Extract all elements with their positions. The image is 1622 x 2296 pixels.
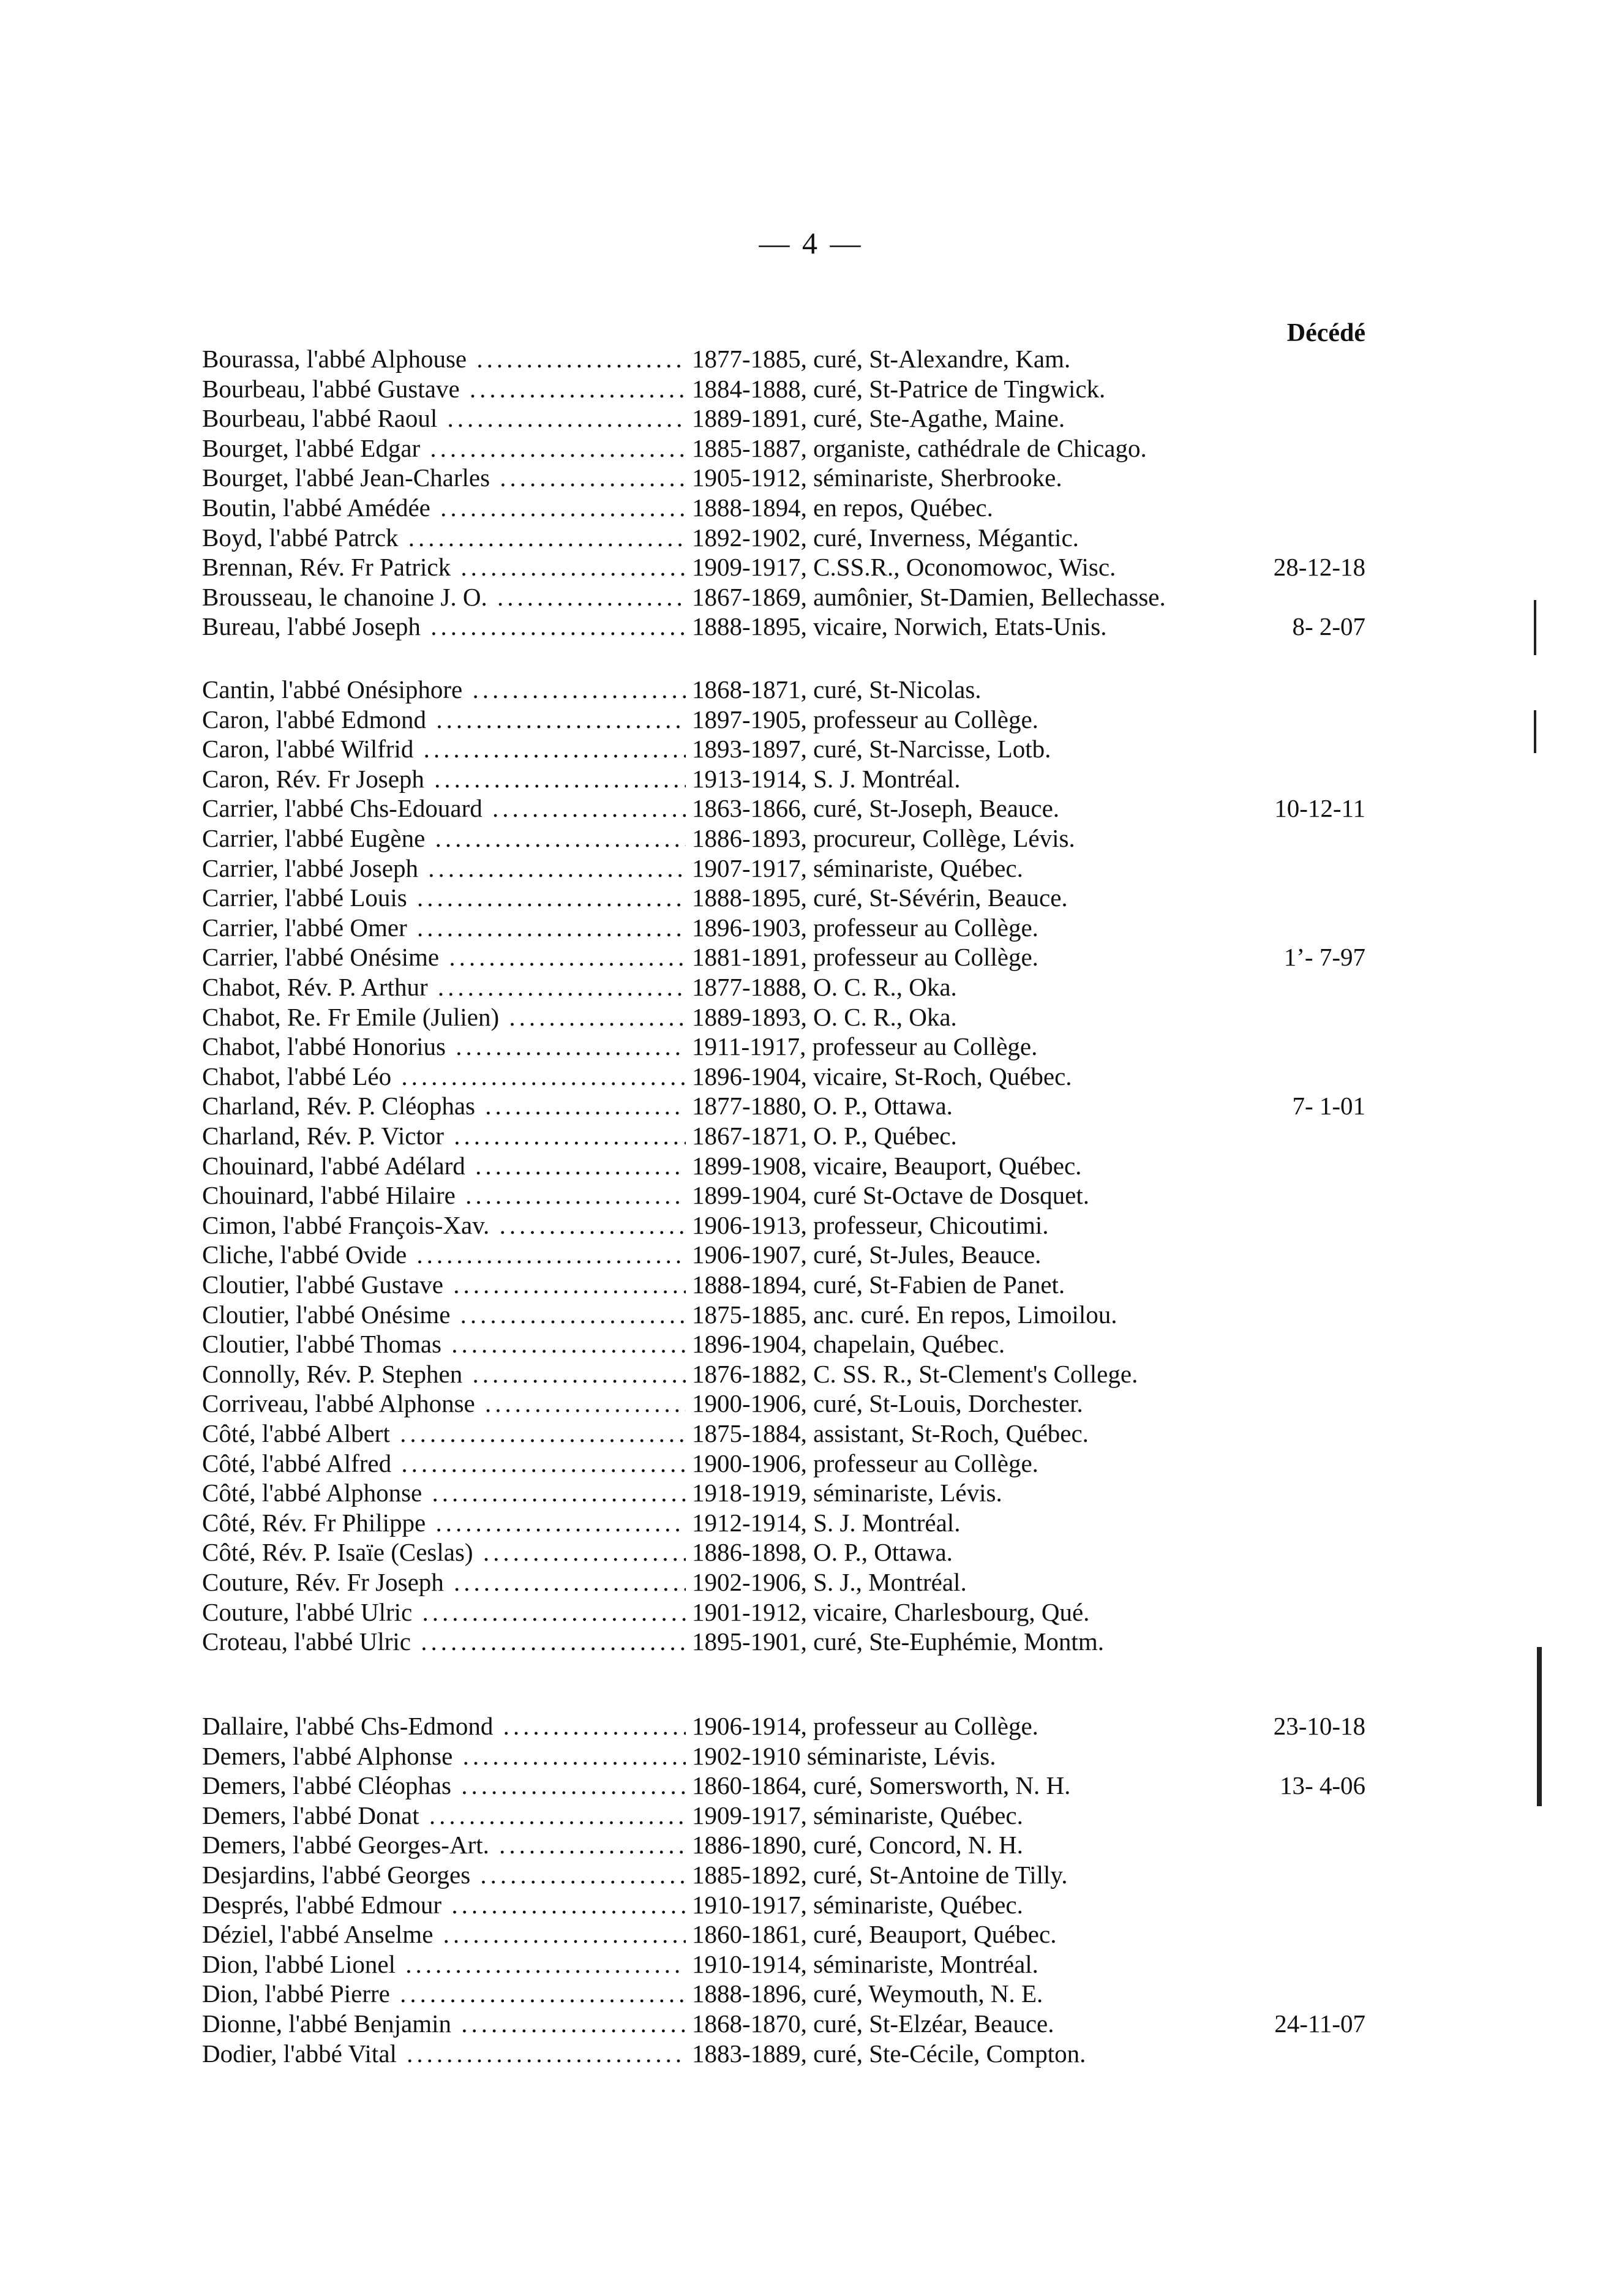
entry-name: Cloutier, l'abbé Gustave ..... <box>202 1270 686 1299</box>
list-item <box>0 1091 1622 1120</box>
entry-years-place: 1889-1891, curé, Ste-Agathe, Maine. <box>692 404 1065 433</box>
list-item <box>0 1597 1622 1627</box>
list-item <box>0 1771 1622 1800</box>
entry-years-place: 1913-1914, S. J. Montréal. <box>692 764 961 793</box>
list-item <box>0 1860 1622 1889</box>
entry-name: Demers, l'abbé Alphonse ..... <box>202 1741 686 1771</box>
entry-years-place: 1910-1914, séminariste, Montréal. <box>692 1949 1038 1978</box>
list-item <box>0 1537 1622 1567</box>
entry-name: Cantin, l'abbé Onésiphore ..... <box>202 675 686 704</box>
entry-name: Cimon, l'abbé François-Xav. ..... <box>202 1210 686 1240</box>
entry-years-place: 1907-1917, séminariste, Québec. <box>692 853 1023 882</box>
entry-name: Chouinard, l'abbé Adélard ..... <box>202 1151 686 1180</box>
entry-name: Chouinard, l'abbé Hilaire ..... <box>202 1180 686 1210</box>
list-item <box>0 463 1622 492</box>
entry-name: Charland, Rév. P. Victor ..... <box>202 1121 686 1150</box>
entry-name: Caron, l'abbé Edmond ..... <box>202 705 686 734</box>
entry-name: Boutin, l'abbé Amédée ..... <box>202 493 686 522</box>
entry-years-place: 1912-1914, S. J. Montréal. <box>692 1508 961 1537</box>
entry-years-place: 1868-1870, curé, St-Elzéar, Beauce. <box>692 2009 1054 2038</box>
entry-name: Couture, Rév. Fr Joseph ..... <box>202 1567 686 1597</box>
entry-name: Cloutier, l'abbé Thomas ..... <box>202 1329 686 1359</box>
deceased-column-header: Décédé <box>1286 319 1365 347</box>
entry-death-date: 13- 4-06 <box>1279 1771 1365 1800</box>
list-item <box>0 1300 1622 1329</box>
entry-name: Brousseau, le chanoine J. O. ..... <box>202 582 686 612</box>
entry-years-place: 1911-1917, professeur au Collège. <box>692 1032 1038 1061</box>
entry-years-place: 1888-1896, curé, Weymouth, N. E. <box>692 1979 1043 2008</box>
entry-name: Bourget, l'abbé Jean-Charles ..... <box>202 463 686 492</box>
entry-years-place: 1885-1887, organiste, cathédrale de Chicago. <box>692 433 1147 462</box>
list-item <box>0 675 1622 704</box>
entry-years-place: 1883-1889, curé, Ste-Cécile, Compton. <box>692 2039 1086 2068</box>
entry-years-place: 1877-1880, O. P., Ottawa. <box>692 1092 953 1120</box>
entry-name: Côté, Rév. Fr Philippe ..... <box>202 1508 686 1537</box>
entry-name: Connolly, Rév. P. Stephen ..... <box>202 1359 686 1389</box>
entry-years-place: 1896-1904, vicaire, St-Roch, Québec. <box>692 1062 1072 1090</box>
entry-name: Carrier, l'abbé Onésime ..... <box>202 942 686 972</box>
entry-years-place: 1902-1906, S. J., Montréal. <box>692 1568 967 1596</box>
entry-years-place: 1893-1897, curé, St-Narcisse, Lotb. <box>692 735 1051 763</box>
entry-death-date: 8- 2-07 <box>1292 612 1365 641</box>
list-item <box>0 705 1622 734</box>
list-item <box>0 1270 1622 1299</box>
list-item <box>0 942 1622 972</box>
list-item <box>0 883 1622 912</box>
entry-years-place: 1902-1910 séminariste, Lévis. <box>692 1741 996 1770</box>
list-item <box>0 823 1622 853</box>
entry-name: Charland, Rév. P. Cléophas ..... <box>202 1091 686 1120</box>
entry-name: Dionne, l'abbé Benjamin ..... <box>202 2009 686 2038</box>
margin-mark <box>1534 710 1536 753</box>
entry-name: Desjardins, l'abbé Georges ..... <box>202 1860 686 1889</box>
list-item <box>0 1419 1622 1448</box>
list-item <box>0 1979 1622 2008</box>
entry-years-place: 1885-1892, curé, St-Antoine de Tilly. <box>692 1861 1068 1889</box>
entry-years-place: 1860-1861, curé, Beauport, Québec. <box>692 1920 1057 1949</box>
entry-years-place: 1905-1912, séminariste, Sherbrooke. <box>692 463 1062 492</box>
list-item <box>0 1151 1622 1180</box>
list-item <box>0 612 1622 641</box>
list-item <box>0 403 1622 433</box>
entry-name: Cloutier, l'abbé Onésime ..... <box>202 1300 686 1329</box>
list-item <box>0 1508 1622 1537</box>
entry-years-place: 1875-1885, anc. curé. En repos, Limoilou. <box>692 1300 1117 1329</box>
entry-name: Dodier, l'abbé Vital ..... <box>202 2039 686 2068</box>
entry-name: Bourbeau, l'abbé Gustave ..... <box>202 374 686 403</box>
entry-name: Chabot, l'abbé Honorius ..... <box>202 1032 686 1061</box>
entry-years-place: 1896-1903, professeur au Collège. <box>692 913 1038 942</box>
list-item <box>0 1919 1622 1949</box>
margin-mark <box>1534 600 1536 655</box>
entry-name: Bureau, l'abbé Joseph ..... <box>202 612 686 641</box>
list-item <box>0 1002 1622 1032</box>
list-item <box>0 1062 1622 1091</box>
entry-years-place: 1886-1890, curé, Concord, N. H. <box>692 1831 1023 1859</box>
entry-death-date: 7- 1-01 <box>1292 1092 1365 1120</box>
list-item <box>0 1389 1622 1418</box>
list-item <box>0 1449 1622 1478</box>
entry-name: Cliche, l'abbé Ovide ..... <box>202 1240 686 1269</box>
list-item <box>0 1240 1622 1269</box>
entry-name: Carrier, l'abbé Louis ..... <box>202 883 686 912</box>
page-number: — 4 — <box>759 226 863 260</box>
entry-death-date: 24-11-07 <box>1274 2009 1365 2038</box>
entry-name: Demers, l'abbé Cléophas ..... <box>202 1771 686 1800</box>
entry-name: Després, l'abbé Edmour ..... <box>202 1890 686 1919</box>
entry-years-place: 1868-1871, curé, St-Nicolas. <box>692 675 982 703</box>
entry-years-place: 1901-1912, vicaire, Charlesbourg, Qué. <box>692 1597 1090 1626</box>
entry-years-place: 1886-1898, O. P., Ottawa. <box>692 1538 953 1567</box>
entry-name: Demers, l'abbé Georges-Art. ..... <box>202 1830 686 1859</box>
entry-years-place: 1876-1882, C. SS. R., St-Clement's College. <box>692 1359 1138 1388</box>
list-item <box>0 1949 1622 1979</box>
entry-years-place: 1888-1895, vicaire, Norwich, Etats-Unis. <box>692 612 1107 641</box>
list-item <box>0 853 1622 883</box>
entry-years-place: 1877-1888, O. C. R., Oka. <box>692 973 957 1001</box>
entry-name: Côté, Rév. P. Isaïe (Ceslas) ..... <box>202 1537 686 1567</box>
entry-years-place: 1900-1906, curé, St-Louis, Dorchester. <box>692 1389 1083 1418</box>
entry-years-place: 1867-1869, aumônier, St-Damien, Bellechasse. <box>692 582 1166 611</box>
margin-mark <box>1537 1647 1542 1806</box>
entry-years-place: 1909-1917, séminariste, Québec. <box>692 1801 1023 1829</box>
entry-name: Côté, l'abbé Albert ..... <box>202 1419 686 1448</box>
list-item <box>0 734 1622 763</box>
entry-years-place: 1910-1917, séminariste, Québec. <box>692 1890 1023 1919</box>
list-item <box>0 1741 1622 1771</box>
entry-years-place: 1889-1893, O. C. R., Oka. <box>692 1002 957 1031</box>
list-item <box>0 1359 1622 1389</box>
entry-name: Demers, l'abbé Donat ..... <box>202 1801 686 1830</box>
list-item <box>0 1180 1622 1210</box>
entry-years-place: 1896-1904, chapelain, Québec. <box>692 1330 1005 1359</box>
list-item <box>0 1890 1622 1919</box>
entry-years-place: 1881-1891, professeur au Collège. <box>692 943 1038 972</box>
entry-name: Bourassa, l'abbé Alphouse ..... <box>202 344 686 373</box>
list-item <box>0 493 1622 522</box>
entry-years-place: 1899-1904, curé St-Octave de Dosquet. <box>692 1181 1089 1210</box>
entry-name: Carrier, l'abbé Chs-Edouard ..... <box>202 793 686 823</box>
entry-years-place: 1888-1894, curé, St-Fabien de Panet. <box>692 1270 1065 1299</box>
entry-name: Caron, l'abbé Wilfrid ..... <box>202 734 686 763</box>
list-item <box>0 1627 1622 1656</box>
entry-years-place: 1867-1871, O. P., Québec. <box>692 1122 957 1150</box>
entry-years-place: 1906-1907, curé, St-Jules, Beauce. <box>692 1240 1042 1269</box>
entry-death-date: 10-12-11 <box>1274 794 1365 823</box>
list-item <box>0 1329 1622 1359</box>
entry-name: Dion, l'abbé Lionel ..... <box>202 1949 686 1979</box>
entry-name: Corriveau, l'abbé Alphonse ..... <box>202 1389 686 1418</box>
entry-name: Dion, l'abbé Pierre ..... <box>202 1979 686 2008</box>
entry-years-place: 1897-1905, professeur au Collège. <box>692 705 1038 733</box>
entry-years-place: 1895-1901, curé, Ste-Euphémie, Montm. <box>692 1627 1104 1656</box>
entry-name: Côté, l'abbé Alphonse ..... <box>202 1478 686 1507</box>
list-item <box>0 972 1622 1002</box>
entry-name: Chabot, l'abbé Léo ..... <box>202 1062 686 1091</box>
entry-name: Bourget, l'abbé Edgar ..... <box>202 433 686 463</box>
entry-name: Couture, l'abbé Ulric ..... <box>202 1597 686 1627</box>
entry-years-place: 1886-1893, procureur, Collège, Lévis. <box>692 824 1075 852</box>
entry-years-place: 1888-1895, curé, St-Sévérin, Beauce. <box>692 884 1068 912</box>
list-item <box>0 1567 1622 1597</box>
entry-name: Déziel, l'abbé Anselme ..... <box>202 1919 686 1949</box>
list-item <box>0 374 1622 403</box>
entry-years-place: 1899-1908, vicaire, Beauport, Québec. <box>692 1151 1082 1180</box>
list-item <box>0 1210 1622 1240</box>
list-item <box>0 913 1622 942</box>
entry-name: Croteau, l'abbé Ulric ..... <box>202 1627 686 1656</box>
entry-name: Carrier, l'abbé Joseph ..... <box>202 853 686 883</box>
entry-years-place: 1884-1888, curé, St-Patrice de Tingwick. <box>692 374 1106 403</box>
list-item <box>0 552 1622 582</box>
list-item <box>0 1830 1622 1859</box>
list-item <box>0 1711 1622 1741</box>
entry-death-date: 1’- 7-97 <box>1283 943 1365 972</box>
entry-name: Carrier, l'abbé Eugène ..... <box>202 823 686 853</box>
list-item <box>0 764 1622 793</box>
entry-name: Carrier, l'abbé Omer ..... <box>202 913 686 942</box>
list-item <box>0 2039 1622 2068</box>
entry-name: Caron, Rév. Fr Joseph ..... <box>202 764 686 793</box>
entry-years-place: 1875-1884, assistant, St-Roch, Québec. <box>692 1419 1089 1447</box>
entry-name: Brennan, Rév. Fr Patrick ..... <box>202 552 686 582</box>
entry-name: Côté, l'abbé Alfred ..... <box>202 1449 686 1478</box>
entry-death-date: 28-12-18 <box>1273 553 1365 582</box>
list-item <box>0 1032 1622 1061</box>
entry-name: Chabot, Re. Fr Emile (Julien) ..... <box>202 1002 686 1032</box>
entry-years-place: 1860-1864, curé, Somersworth, N. H. <box>692 1771 1071 1800</box>
entry-years-place: 1900-1906, professeur au Collège. <box>692 1449 1038 1477</box>
entry-years-place: 1888-1894, en repos, Québec. <box>692 493 993 522</box>
list-item <box>0 344 1622 373</box>
entry-name: Chabot, Rév. P. Arthur ..... <box>202 972 686 1002</box>
entry-name: Dallaire, l'abbé Chs-Edmond ..... <box>202 1711 686 1741</box>
entry-years-place: 1892-1902, curé, Inverness, Mégantic. <box>692 523 1079 552</box>
list-item <box>0 582 1622 612</box>
list-item <box>0 793 1622 823</box>
list-item <box>0 1121 1622 1150</box>
list-item <box>0 433 1622 463</box>
entry-years-place: 1877-1885, curé, St-Alexandre, Kam. <box>692 345 1071 373</box>
list-item <box>0 1801 1622 1830</box>
entry-death-date: 23-10-18 <box>1273 1712 1365 1740</box>
list-item <box>0 1478 1622 1507</box>
entry-years-place: 1863-1866, curé, St-Joseph, Beauce. <box>692 794 1060 823</box>
entry-name: Bourbeau, l'abbé Raoul ..... <box>202 403 686 433</box>
entry-years-place: 1906-1913, professeur, Chicoutimi. <box>692 1210 1049 1239</box>
entry-name: Boyd, l'abbé Patrck ..... <box>202 523 686 552</box>
entry-years-place: 1909-1917, C.SS.R., Oconomowoc, Wisc. <box>692 553 1116 582</box>
list-item <box>0 523 1622 552</box>
list-item <box>0 2009 1622 2038</box>
entry-years-place: 1918-1919, séminariste, Lévis. <box>692 1479 1002 1507</box>
entry-years-place: 1906-1914, professeur au Collège. <box>692 1712 1038 1740</box>
